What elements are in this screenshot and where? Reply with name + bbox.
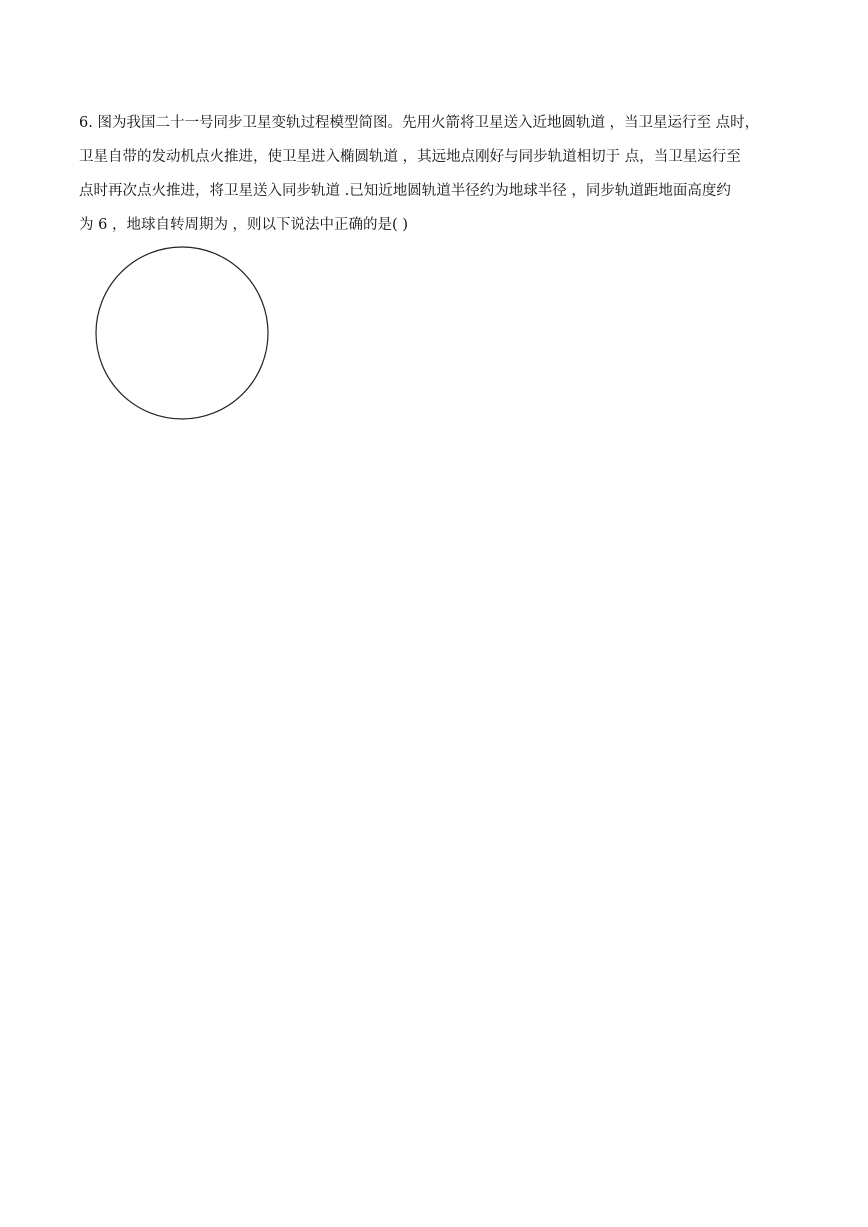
- q6-stem-line-4: 为 6 ，地球自转周期为 ，则以下说法中正确的是( ): [79, 217, 408, 233]
- q6-stem-line-2: 卫星自带的发动机点火推进，使卫星进入椭圆轨道 ，其远地点刚好与同步轨道相切于 点，当卫星运行至: [79, 149, 741, 165]
- q6-stem-line-1: 6. 图为我国二十一号同步卫星变轨过程模型简图。先用火箭将卫星送入近地圆轨道 ，当卫星运行至 点时，: [79, 115, 760, 131]
- orbit-diagram: [75, 242, 285, 422]
- q6-stem-line-3: 点时再次点火推进，将卫星送入同步轨道 .已知近地圆轨道半径约为地球半径 ，同步轨道距地面高度约: [79, 183, 731, 199]
- orbit-III-circle: [96, 247, 268, 419]
